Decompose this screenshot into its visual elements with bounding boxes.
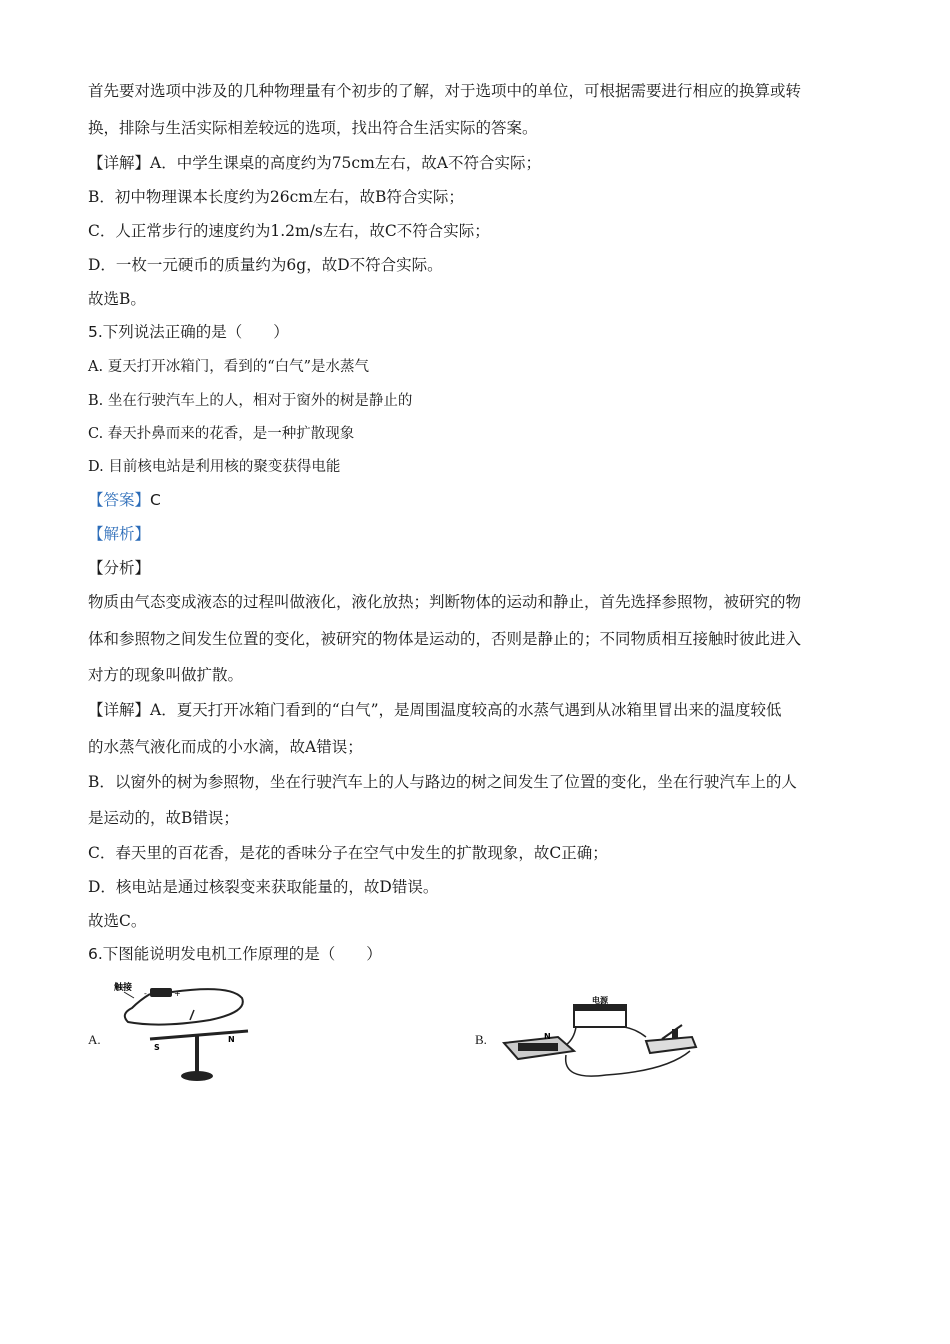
fenxi-line: 对方的现象叫做扩散。 — [88, 666, 244, 684]
switch-base — [646, 1037, 696, 1053]
text-line: B．初中物理课本长度约为26cm左右，故B符合实际； — [88, 188, 464, 206]
question-number: 6. — [88, 945, 103, 963]
fenxi-line: 体和参照物之间发生位置的变化，被研究的物体是运动的，否则是静止的；不同物质相互接触时彼此进入 — [88, 630, 802, 648]
detail-line: 是运动的，故B错误； — [88, 809, 239, 827]
answer-value: C — [150, 491, 161, 509]
text-line: C．人正常步行的速度约为1.2m/s左右，故C不符合实际； — [88, 222, 490, 240]
detail-line: 【详解】A．夏天打开冰箱门看到的“白气”，是周围温度较高的水蒸气遇到从冰箱里冒出来的温度较低 — [88, 701, 782, 719]
analysis-label: 【解析】 — [88, 525, 151, 543]
stand-base — [181, 1071, 213, 1081]
detail-line: 的水蒸气液化而成的小水滴，故A错误； — [88, 738, 363, 756]
option-a: A. 夏天打开冰箱门，看到的“白气”是水蒸气 — [88, 359, 370, 375]
question-text: 下列说法正确的是（ ） — [102, 323, 289, 341]
fenxi-line: 物质由气态变成液态的过程叫做液化，液化放热；判断物体的运动和静止，首先选择参照物，被研究的物 — [88, 593, 802, 611]
figure-a-label: A. — [88, 1032, 101, 1047]
text-line: D．一枚一元硬币的质量约为6g，故D不符合实际。 — [88, 256, 443, 274]
answer-line — [88, 490, 161, 510]
needle-stand — [195, 1036, 199, 1072]
figure-b-label: B. — [475, 1032, 487, 1047]
question-text: 下图能说明发电机工作原理的是（ ） — [102, 945, 382, 963]
text-line: 换，排除与生活实际相差较远的选项，找出符合生活实际的答案。 — [88, 119, 538, 137]
detail-line: 故选C。 — [88, 912, 147, 930]
text-line: 首先要对选项中涉及的几种物理量有个初步的了解，对于选项中的单位，可根据需要进行相应的换算或转 — [88, 82, 802, 100]
power-supply-label: 电源 — [592, 996, 608, 1005]
battery-icon — [150, 988, 172, 997]
pole-n-label-b: N — [544, 1032, 551, 1041]
question-5-stem — [88, 322, 289, 342]
svg-text:-: - — [144, 989, 147, 998]
option-b: B. 坐在行驶汽车上的人，相对于窗外的树是静止的 — [88, 393, 413, 409]
magnet-icon — [518, 1043, 558, 1051]
detail-line: C．春天里的百花香，是花的香味分子在空气中发生的扩散现象，故C正确； — [88, 844, 608, 862]
detail-line: B．以窗外的树为参照物，坐在行驶汽车上的人与路边的树之间发生了位置的变化，坐在行驶汽车上的人 — [88, 773, 797, 791]
fenxi-label: 【分析】 — [88, 559, 151, 577]
text-line: 故选B。 — [88, 290, 146, 308]
question-number: 5. — [88, 323, 103, 341]
oersted-experiment-figure — [110, 978, 260, 1086]
option-c: C. 春天扑鼻而来的花香，是一种扩散现象 — [88, 426, 355, 442]
text-line: 【详解】A．中学生课桌的高度约为75cm左右，故A不符合实际； — [88, 154, 541, 172]
wire-loop — [125, 989, 243, 1024]
pole-n-label: N — [228, 1035, 235, 1044]
pole-s-label: S — [154, 1043, 160, 1052]
motor-experiment-figure — [496, 995, 701, 1083]
wire — [566, 1051, 690, 1076]
answer-label: 【答案】 — [88, 491, 151, 509]
detail-line: D．核电站是通过核裂变来获取能量的，故D错误。 — [88, 878, 439, 896]
question-6-stem — [88, 944, 382, 964]
option-d: D. 目前核电站是利用核的聚变获得电能 — [88, 459, 341, 475]
battery-label: 触接 — [114, 983, 133, 993]
svg-text:+: + — [174, 989, 181, 998]
